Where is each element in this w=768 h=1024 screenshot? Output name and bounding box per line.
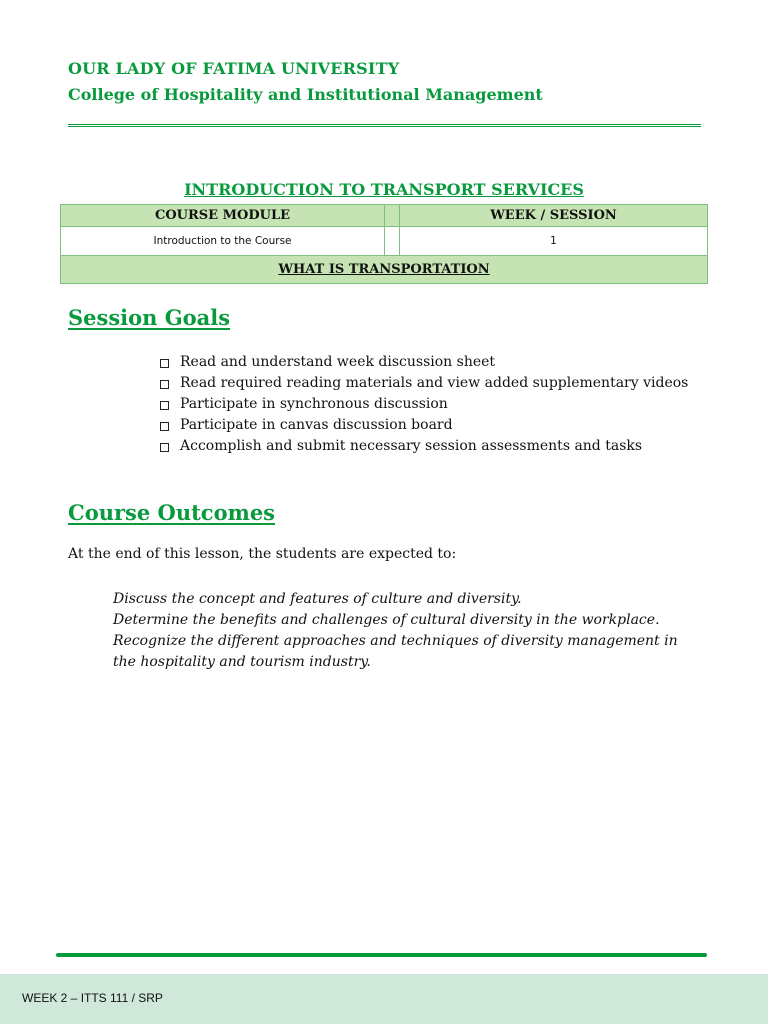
session-goals-list [160, 352, 690, 457]
course-module-header: COURSE MODULE [61, 205, 385, 227]
list-item: Read and understand week discussion sheet [160, 352, 690, 373]
footer-divider [56, 953, 707, 957]
course-title: INTRODUCTION TO TRANSPORT SERVICES [184, 180, 584, 199]
week-session-value: 1 [400, 227, 708, 256]
course-outcomes-heading: Course Outcomes [68, 500, 276, 525]
checkbox-bullet-icon [160, 443, 169, 452]
document-header [68, 58, 543, 107]
university-name: OUR LADY OF FATIMA UNIVERSITY [68, 59, 400, 78]
college-name: College of Hospitality and Institutional Management [68, 85, 543, 104]
week-session-header: WEEK / SESSION [400, 205, 708, 227]
list-item: Participate in synchronous discussion [160, 394, 690, 415]
footer-text: WEEK 2 – ITTS 111 / SRP [22, 991, 163, 1005]
list-item: Recognize the different approaches and techniques of diversity management in the hospitality and tourism industry. [113, 633, 678, 670]
course-meta-table [60, 204, 708, 284]
course-module-value: Introduction to the Course [61, 227, 385, 256]
section-title: WHAT IS TRANSPORTATION [61, 256, 708, 284]
list-item: Read required reading materials and view added supplementary videos [160, 373, 690, 394]
outcomes-list [113, 589, 703, 673]
page-footer [0, 974, 768, 1024]
checkbox-bullet-icon [160, 380, 169, 389]
list-item: Discuss the concept and features of culture and diversity. [113, 591, 522, 607]
list-item: Participate in canvas discussion board [160, 415, 690, 436]
header-divider [68, 124, 701, 127]
checkbox-bullet-icon [160, 359, 169, 368]
checkbox-bullet-icon [160, 422, 169, 431]
list-item: Determine the benefits and challenges of cultural diversity in the workplace. [113, 612, 660, 628]
checkbox-bullet-icon [160, 401, 169, 410]
list-item: Accomplish and submit necessary session assessments and tasks [160, 436, 690, 457]
outcomes-intro: At the end of this lesson, the students are expected to: [68, 546, 457, 562]
session-goals-heading: Session Goals [68, 305, 231, 330]
